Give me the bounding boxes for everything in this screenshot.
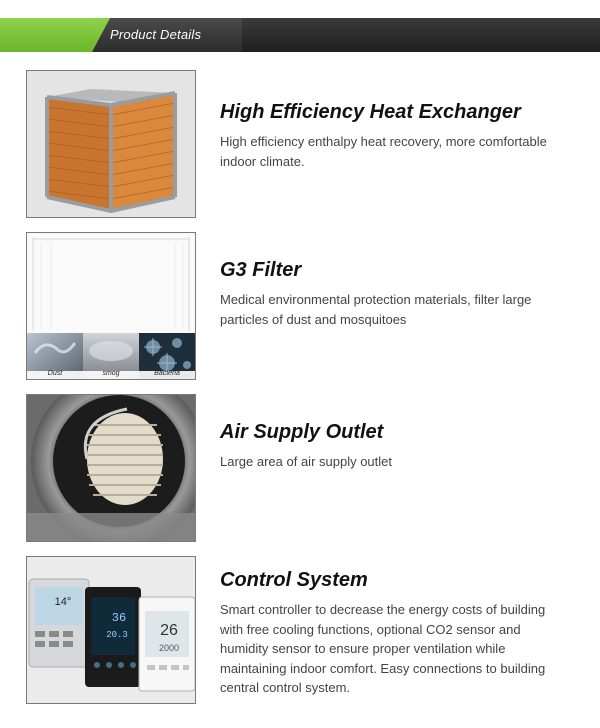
smog-label: smog: [102, 370, 120, 377]
heat-exchanger-image: [26, 70, 196, 218]
feature-description: Large area of air supply outlet: [220, 454, 392, 469]
bacteria-label: Bacteria: [154, 370, 180, 377]
banner-accent: [0, 18, 110, 52]
feature-heading: Air Supply Outlet: [220, 421, 384, 443]
feature-heading: High Efficiency Heat Exchanger: [220, 101, 521, 123]
left-panel-readout: 14°: [54, 596, 72, 608]
feature-description: Smart controller to decrease the energy costs of building with free cooling functions, optional CO2 sensor and humidity sensor to ensure proper ventilation while maintaining indoor comfort. Easy connections to building central control system.: [220, 602, 546, 695]
right-panel-readout-top: 26: [160, 622, 178, 639]
feature-heading: Control System: [220, 569, 368, 591]
air-supply-outlet-image: [26, 394, 196, 542]
section-header-banner: [0, 18, 600, 52]
section-title: Product Details: [110, 27, 202, 42]
feature-description: High efficiency enthalpy heat recovery, more comfortable indoor climate.: [220, 134, 547, 169]
middle-panel-readout-top: 36: [111, 611, 127, 625]
feature-description: Medical environmental protection materials, filter large particles of dust and mosquitoes: [220, 292, 532, 327]
right-panel-readout-bottom: 2000: [158, 643, 180, 653]
g3-filter-image: [26, 232, 196, 380]
control-system-image: [26, 556, 196, 704]
middle-panel-readout-bottom: 20.3: [106, 630, 128, 640]
feature-heading: G3 Filter: [220, 259, 302, 281]
dust-label: Dust: [47, 370, 63, 377]
